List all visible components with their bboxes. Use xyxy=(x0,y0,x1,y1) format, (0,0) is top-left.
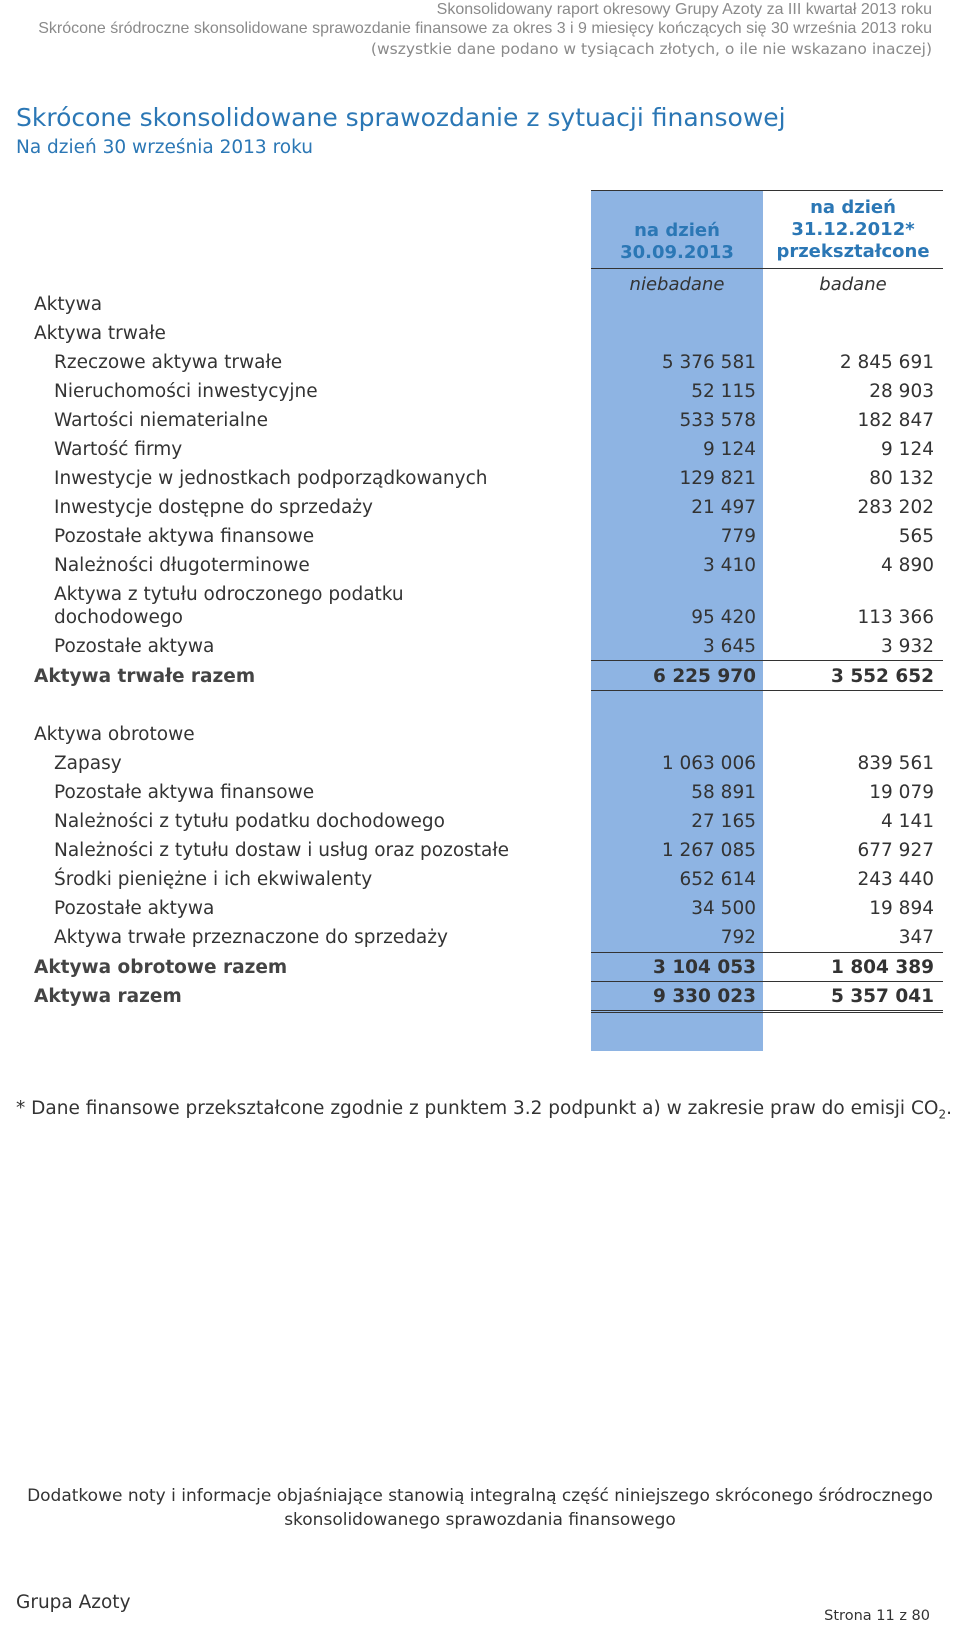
value-current: 779 xyxy=(720,526,756,547)
statement-title: Skrócone skonsolidowane sprawozdanie z sytuacji finansowej xyxy=(16,103,786,132)
row-label: Pozostałe aktywa finansowe xyxy=(54,782,315,803)
value-prior: 182 847 xyxy=(857,410,934,431)
value-prior: 1 804 389 xyxy=(831,957,934,978)
table-row xyxy=(0,409,960,438)
value-prior: 19 894 xyxy=(869,898,934,919)
table-row xyxy=(0,868,960,897)
column-header-bottom-rule xyxy=(591,268,943,269)
value-current: 58 891 xyxy=(691,782,756,803)
value-prior: 9 124 xyxy=(881,439,934,460)
row-label: Inwestycje w jednostkach podporządkowanych xyxy=(54,468,488,489)
value-prior: 80 132 xyxy=(869,468,934,489)
column-header-prior-line1: na dzień xyxy=(810,197,896,218)
table-row xyxy=(0,926,960,955)
footnote-text: * Dane finansowe przekształcone zgodnie z punktem 3.2 podpunkt a) w zakresie praw do emisji CO xyxy=(16,1098,939,1119)
value-current: 652 614 xyxy=(679,869,756,890)
row-label: Należności z tytułu dostaw i usług oraz pozostałe xyxy=(54,840,510,861)
row-label: Wartość firmy xyxy=(54,439,183,460)
value-prior: 2 845 691 xyxy=(839,352,934,373)
value-current: 1 267 085 xyxy=(661,840,756,861)
page-number: Strona 11 z 80 xyxy=(824,1608,930,1624)
table-row xyxy=(0,351,960,380)
row-label: Aktywa trwałe xyxy=(34,323,166,344)
row-label: Pozostałe aktywa finansowe xyxy=(54,526,315,547)
value-current: 3 645 xyxy=(703,636,756,657)
value-current: 95 420 xyxy=(691,607,756,628)
value-prior: 19 079 xyxy=(869,782,934,803)
column-header-prior xyxy=(763,197,943,263)
row-label: Należności z tytułu podatku dochodowego xyxy=(54,811,445,832)
audit-status-prior: badane xyxy=(819,274,887,295)
row-label: Inwestycje dostępne do sprzedaży xyxy=(54,497,373,518)
subtotal-rule xyxy=(591,660,943,661)
row-label: Rzeczowe aktywa trwałe xyxy=(54,352,283,373)
report-header-line1: Skonsolidowany raport okresowy Grupy Azoty za III kwartał 2013 roku xyxy=(436,1,932,18)
value-prior: 565 xyxy=(898,526,934,547)
row-label: Aktywa obrotowe razem xyxy=(34,957,288,978)
column-header-current xyxy=(591,220,763,264)
subtotal-rule xyxy=(591,952,943,953)
footnote-subscript: 2 xyxy=(938,1107,947,1122)
row-label: Wartości niematerialne xyxy=(54,410,269,431)
value-current: 3 104 053 xyxy=(653,957,756,978)
row-label: Aktywa z tytułu odroczonego podatku xyxy=(54,584,404,605)
value-current: 9 124 xyxy=(703,439,756,460)
table-row xyxy=(0,839,960,868)
table-row xyxy=(0,583,960,635)
row-label: Aktywa trwałe przeznaczone do sprzedaży xyxy=(54,927,448,948)
table-row xyxy=(0,897,960,926)
table-row-section-assets xyxy=(0,293,960,322)
value-prior: 677 927 xyxy=(857,840,934,861)
table-row xyxy=(0,781,960,810)
value-current: 52 115 xyxy=(691,381,756,402)
explanatory-note-line1: Dodatkowe noty i informacje objaśniające stanowią integralną część niniejszego skróconego śródrocznego xyxy=(27,1486,933,1506)
footnote-suffix: . xyxy=(946,1098,952,1119)
row-label: Aktywa razem xyxy=(34,986,182,1007)
table-row xyxy=(0,525,960,554)
row-label: Aktywa xyxy=(34,294,103,315)
value-prior: 28 903 xyxy=(869,381,934,402)
column-header-current-line2: 30.09.2013 xyxy=(620,242,734,263)
subtotal-underline xyxy=(591,690,943,691)
footnote xyxy=(16,1098,952,1122)
row-label: Zapasy xyxy=(54,753,122,774)
value-current: 27 165 xyxy=(691,811,756,832)
value-current: 21 497 xyxy=(691,497,756,518)
grand-total-double-rule xyxy=(591,1010,943,1013)
row-label: Należności długoterminowe xyxy=(54,555,310,576)
value-prior: 4 141 xyxy=(881,811,934,832)
value-current: 6 225 970 xyxy=(653,666,756,687)
subtotal-underline xyxy=(591,981,943,982)
value-prior: 283 202 xyxy=(857,497,934,518)
table-row xyxy=(0,752,960,781)
row-label: Środki pieniężne i ich ekwiwalenty xyxy=(54,869,373,890)
row-label-continued: dochodowego xyxy=(54,607,183,628)
value-prior: 243 440 xyxy=(857,869,934,890)
value-prior: 3 552 652 xyxy=(831,666,934,687)
column-header-prior-line2: 31.12.2012* xyxy=(791,219,915,240)
value-prior: 3 932 xyxy=(881,636,934,657)
statement-subtitle: Na dzień 30 września 2013 roku xyxy=(16,137,313,158)
value-current: 533 578 xyxy=(679,410,756,431)
value-prior: 4 890 xyxy=(881,555,934,576)
table-row-section-fixed-assets xyxy=(0,322,960,351)
value-current: 9 330 023 xyxy=(653,986,756,1007)
value-prior: 5 357 041 xyxy=(831,986,934,1007)
column-header-top-rule xyxy=(591,190,943,191)
table-row-section-current-assets xyxy=(0,723,960,752)
value-current: 5 376 581 xyxy=(661,352,756,373)
company-name: Grupa Azoty xyxy=(16,1592,131,1613)
audit-status-current: niebadane xyxy=(629,274,725,295)
value-prior: 347 xyxy=(898,927,934,948)
table-row xyxy=(0,467,960,496)
value-prior: 839 561 xyxy=(857,753,934,774)
table-row xyxy=(0,380,960,409)
value-current: 792 xyxy=(720,927,756,948)
table-row xyxy=(0,554,960,583)
row-label: Pozostałe aktywa xyxy=(54,636,215,657)
value-current: 1 063 006 xyxy=(661,753,756,774)
value-current: 3 410 xyxy=(703,555,756,576)
report-header-line3: (wszystkie dane podano w tysiącach złotych, o ile nie wskazano inaczej) xyxy=(370,40,932,58)
row-label: Nieruchomości inwestycyjne xyxy=(54,381,318,402)
row-label: Aktywa obrotowe xyxy=(34,724,195,745)
table-row xyxy=(0,496,960,525)
row-label: Aktywa trwałe razem xyxy=(34,666,256,687)
explanatory-note-line2: skonsolidowanego sprawozdania finansowego xyxy=(284,1510,676,1530)
column-header-current-line1: na dzień xyxy=(634,220,720,241)
value-current: 34 500 xyxy=(691,898,756,919)
value-prior: 113 366 xyxy=(857,607,934,628)
explanatory-note xyxy=(0,1484,960,1532)
table-row xyxy=(0,810,960,839)
row-label: Pozostałe aktywa xyxy=(54,898,215,919)
value-current: 129 821 xyxy=(679,468,756,489)
table-row xyxy=(0,438,960,467)
report-header-line2: Skrócone śródroczne skonsolidowane sprawozdanie finansowe za okres 3 i 9 miesięcy kończących się 30 września 2013 roku xyxy=(38,20,932,37)
column-header-prior-line3: przekształcone xyxy=(776,241,930,262)
